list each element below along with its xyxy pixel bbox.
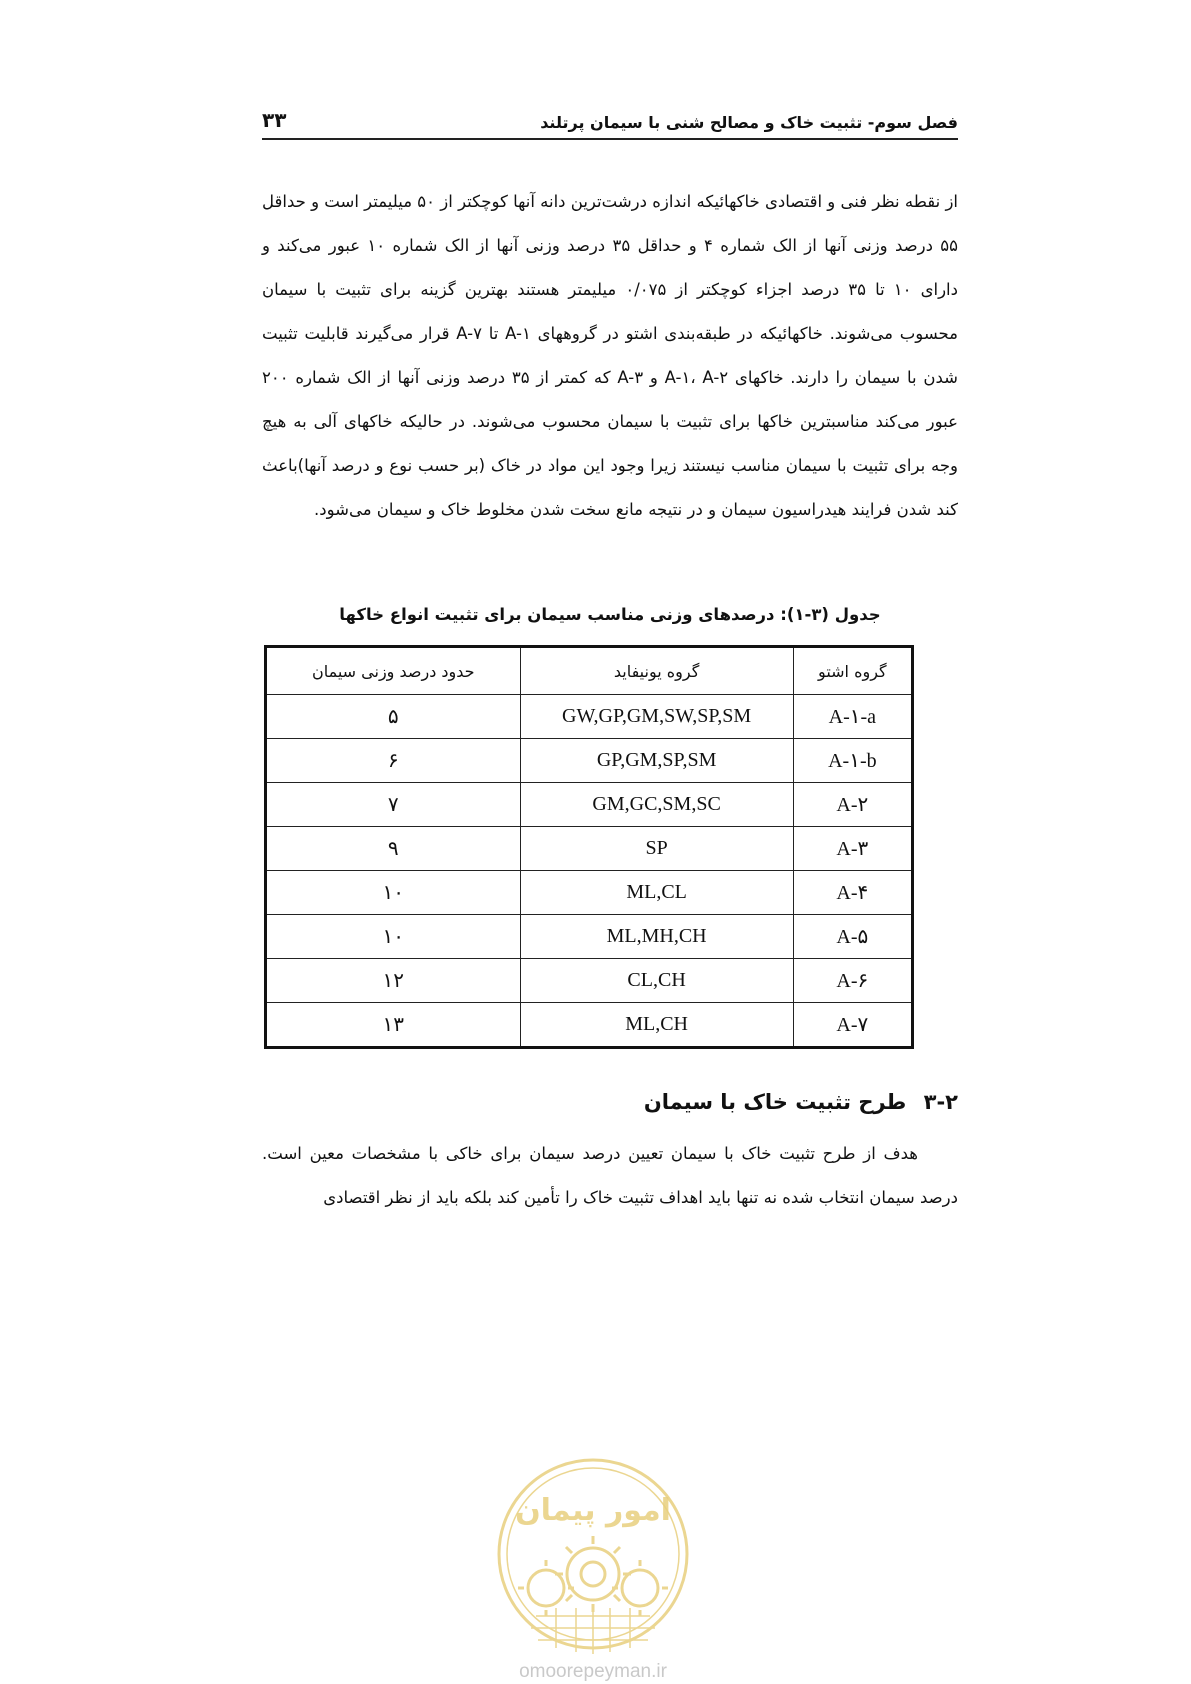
cement-cell: ۱۳: [266, 1003, 521, 1048]
section-heading: [262, 1090, 958, 1114]
cement-cell: ۹: [266, 827, 521, 871]
unified-cell: SP: [520, 827, 793, 871]
watermark-logo-icon: [476, 1456, 710, 1656]
table-row: [266, 915, 913, 959]
body-paragraph-2-text: هدف از طرح تثبیت خاک با سیمان تعیین درصد سیمان برای خاکی با مشخصات معین است. درصد سیمان انتخاب شده نه تنها باید اهداف تثبیت خاک را تأمین کند بلکه باید از نظر اقتصادی: [262, 1144, 958, 1207]
chapter-title: فصل سوم- تثبیت خاک و مصالح شنی با سیمان پرتلند: [540, 113, 958, 132]
cement-cell: ۷: [266, 783, 521, 827]
watermark-logo-script: امور پیمان: [515, 1493, 671, 1528]
aashto-cell: A-۶: [793, 959, 912, 1003]
cement-cell: ۱۰: [266, 871, 521, 915]
table-caption: جدول (۳-۱): درصدهای وزنی مناسب سیمان برای تثبیت انواع خاکها: [339, 605, 881, 624]
unified-cell: ML,MH,CH: [520, 915, 793, 959]
unified-cell: ML,CL: [520, 871, 793, 915]
unified-cell: GP,GM,SP,SM: [520, 739, 793, 783]
aashto-cell: A-۲: [793, 783, 912, 827]
watermark-url: omoorepeyman.ir: [519, 1661, 667, 1682]
table-row: [266, 871, 913, 915]
table-row: [266, 783, 913, 827]
aashto-cell: A-۴: [793, 871, 912, 915]
unified-cell: GM,GC,SM,SC: [520, 783, 793, 827]
cement-cell: ۱۰: [266, 915, 521, 959]
running-header: [262, 108, 958, 140]
body-paragraph-2: [262, 1132, 958, 1220]
aashto-cell: A-۵: [793, 915, 912, 959]
cement-percentage-table: [264, 645, 914, 1049]
table-header-row: [266, 647, 913, 695]
header-unified-group: گروه یونیفاید: [520, 647, 793, 695]
header-cement-percent: حدود درصد وزنی سیمان: [266, 647, 521, 695]
table-row: [266, 695, 913, 739]
unified-cell: CL,CH: [520, 959, 793, 1003]
table-row: [266, 739, 913, 783]
cement-cell: ۶: [266, 739, 521, 783]
body-paragraph-1: از نقطه نظر فنی و اقتصادی خاکهائیکه اندازه درشت‌ترین دانه آنها کوچکتر از ۵۰ میلیمتر است و حداقل ۵۵ درصد وزنی آنها از الک شماره ۴ و حداقل ۳۵ درصد وزنی آنها از الک شماره ۱۰ عبور می‌کند و دارای ۱۰ تا ۳۵ درصد اجزاء کوچکتر از ۰/۰۷۵ میلیمتر هستند بهترین گزینه برای تثبیت با سیمان محسوب می‌شوند. خاکهائیکه در طبقه‌بندی اشتو در گروههای A-۱ تا A-۷ قرار می‌گیرند قابلیت تثبیت شدن با سیمان را دارند. خاکهای A-۱، A-۲ و A-۳ که کمتر از ۳۵ درصد وزنی آنها از الک شماره ۲۰۰ عبور می‌کند مناسبترین خاکها برای تثبیت با سیمان محسوب می‌شوند. در حالیکه خاکهای آلی به هیچ وجه برای تثبیت با سیمان مناسب نیستند زیرا وجود این مواد در خاک (بر حسب نوع و درصد آنها)باعث کند شدن فرایند هیدراسیون سیمان و در نتیجه مانع سخت شدن مخلوط خاک و سیمان می‌شود.: [262, 192, 959, 519]
section-title: طرح تثبیت خاک با سیمان: [643, 1090, 907, 1114]
aashto-cell: A-۷: [793, 1003, 912, 1048]
aashto-cell: A-۳: [793, 827, 912, 871]
table-row: [266, 1003, 913, 1048]
header-aashto-group: گروه اشتو: [793, 647, 912, 695]
cement-cell: ۱۲: [266, 959, 521, 1003]
watermark: [476, 1456, 710, 1682]
table-row: [266, 827, 913, 871]
section-number: ۳-۲: [923, 1090, 958, 1114]
unified-cell: ML,CH: [520, 1003, 793, 1048]
aashto-cell: A-۱-a: [793, 695, 912, 739]
cement-cell: ۵: [266, 695, 521, 739]
aashto-cell: A-۱-b: [793, 739, 912, 783]
page-number: ۳۳: [262, 108, 287, 132]
table-row: [266, 959, 913, 1003]
unified-cell: GW,GP,GM,SW,SP,SM: [520, 695, 793, 739]
